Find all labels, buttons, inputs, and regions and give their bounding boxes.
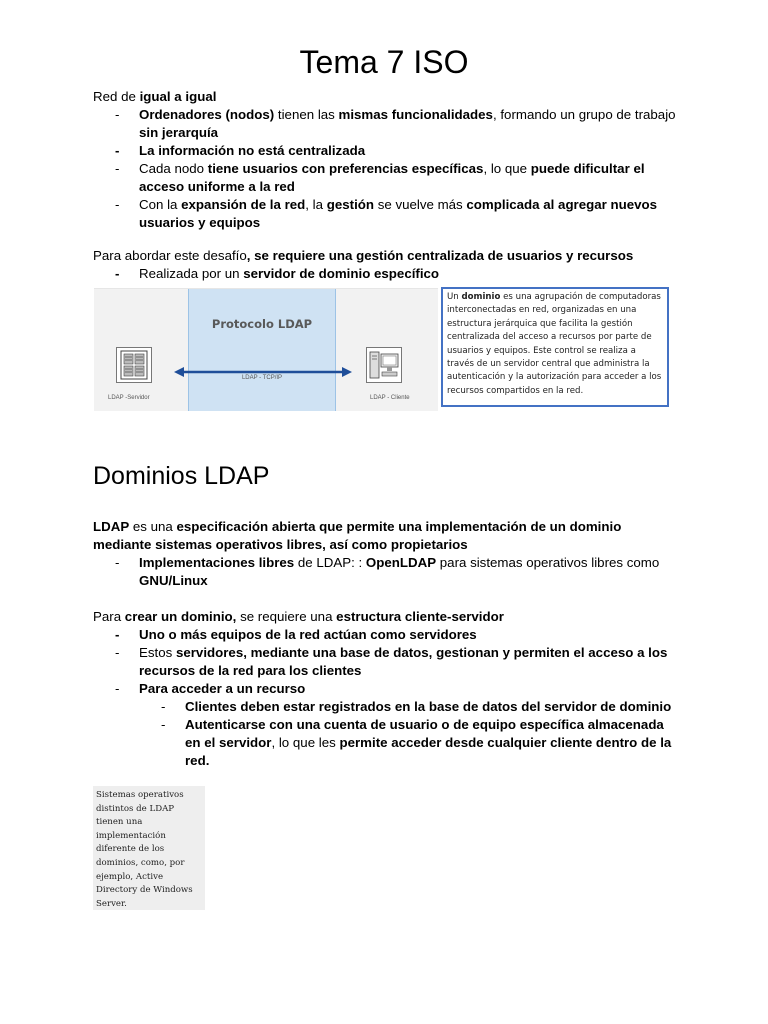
list-item — [93, 265, 683, 283]
os-note-box: Sistemas operativos distintos de LDAP tienen una implementación diferente de los dominios, como, por ejemplo, Active Directory de Windows Server. — [93, 786, 205, 910]
text-bold: Implementaciones libres — [139, 555, 295, 570]
text-bold: Autenticarse con una cuenta de usuario o de equipo específica almacenada en el servidor — [185, 717, 664, 750]
create-domain-text — [93, 608, 683, 626]
text: Realizada por un — [139, 266, 244, 281]
list-item — [93, 196, 683, 232]
text-bold: estructura cliente-servidor — [336, 609, 504, 624]
p2p-intro-bold: igual a igual — [139, 89, 217, 104]
computer-icon — [366, 347, 402, 383]
text: es una — [129, 519, 177, 534]
text-bold: sin jerarquía — [139, 125, 219, 140]
server-label: LDAP -Servidor — [108, 395, 150, 401]
bidirectional-arrow-icon — [174, 367, 352, 377]
list-item — [93, 554, 683, 590]
text-bold: tiene usuarios con preferencias específicas — [207, 161, 484, 176]
text: Cada nodo — [139, 161, 208, 176]
dash-bullet: - — [115, 645, 120, 660]
list-item — [93, 160, 683, 196]
list-item — [93, 716, 683, 770]
challenge-list — [93, 265, 683, 283]
text: , lo que — [483, 161, 531, 176]
text: Un — [447, 292, 462, 302]
p2p-section — [93, 88, 683, 232]
text: Estos — [139, 645, 176, 660]
text-bold: , se requiere una gestión centralizada de usuarios y recursos — [246, 248, 634, 263]
text: se requiere una — [236, 609, 337, 624]
ldap-definition — [93, 518, 683, 554]
dash-bullet: - — [115, 143, 120, 158]
text-bold: servidor de dominio específico — [243, 266, 440, 281]
text: para sistemas operativos libres como — [436, 555, 660, 570]
diagram-title: Protocolo LDAP — [211, 317, 313, 331]
text-bold: Ordenadores (nodos) — [139, 107, 275, 122]
text-bold: LDAP — [93, 519, 130, 534]
text: Para abordar este desafío — [93, 248, 247, 263]
text-bold: Para acceder a un recurso — [139, 681, 306, 696]
text-bold: La información no está centralizada — [139, 143, 366, 158]
client-label: LDAP - Cliente — [370, 395, 410, 401]
text: Para — [93, 609, 125, 624]
server-rack-icon — [116, 347, 152, 383]
dash-bullet: - — [161, 717, 166, 732]
text: , la — [305, 197, 327, 212]
text-bold: mismas funcionalidades — [338, 107, 493, 122]
text: es una agrupación de computadoras interconectadas en red, organizadas en una estructura jerárquica que facilita la gestión centralizada del acceso a recursos por parte de usuarios y equipos. Este control se realiza a través de un servidor central que administra la autenticación y la autorización para acceder a los recursos compartidos en la red. — [447, 292, 662, 396]
implementations-list — [93, 554, 683, 590]
list-item — [93, 626, 683, 644]
text-bold: especificación abierta que permite una implementación de un dominio mediante sistemas operativos libres, así como propietarios — [93, 519, 622, 552]
text-bold: Uno o más equipos de la red actúan como servidores — [139, 627, 477, 642]
challenge-text — [93, 247, 683, 265]
dash-bullet: - — [161, 699, 166, 714]
page-title: Tema 7 ISO — [299, 44, 469, 80]
dash-bullet: - — [115, 161, 120, 176]
text: , lo que les — [271, 735, 340, 750]
ldap-protocol-diagram — [94, 288, 438, 411]
text: Con la — [139, 197, 182, 212]
text-bold: dominio — [461, 292, 501, 302]
dash-bullet: - — [115, 266, 120, 281]
challenge-section — [93, 247, 683, 283]
text: tienen las — [274, 107, 339, 122]
list-item — [93, 644, 683, 680]
p2p-intro-text: Red de — [93, 89, 140, 104]
list-item — [93, 106, 683, 142]
text-bold: Clientes deben estar registrados en la base de datos del servidor de dominio — [185, 699, 672, 714]
text: se vuelve más — [374, 197, 467, 212]
protocol-band — [188, 289, 336, 411]
text: , formando un grupo de trabajo — [492, 107, 676, 122]
text-bold: puede dificultar el acceso uniforme a la red — [139, 161, 645, 194]
text-bold: crear un dominio, — [124, 609, 237, 624]
ldap-section — [93, 518, 683, 770]
dash-bullet: - — [115, 197, 120, 212]
dash-bullet: - — [115, 627, 120, 642]
text-bold: OpenLDAP — [365, 555, 437, 570]
text-bold: gestión — [326, 197, 375, 212]
text-bold: permite acceder desde cualquier cliente dentro de la red. — [185, 735, 672, 768]
dash-bullet: - — [115, 681, 120, 696]
p2p-list — [93, 106, 683, 232]
text-bold: expansión de la red — [181, 197, 306, 212]
text-bold: GNU/Linux — [139, 573, 208, 588]
link-label: LDAP - TCP/IP — [241, 375, 283, 381]
section-heading: Dominios LDAP — [93, 462, 270, 490]
text-bold: complicada al agregar nuevos usuarios y equipos — [139, 197, 658, 230]
p2p-intro — [93, 88, 683, 106]
list-item — [93, 698, 683, 716]
resource-access-list — [93, 698, 683, 770]
dash-bullet: - — [115, 555, 120, 570]
list-item — [93, 142, 683, 160]
domain-definition-callout — [441, 287, 669, 407]
create-domain-list — [93, 626, 683, 698]
text: de LDAP: : — [294, 555, 366, 570]
text-bold: servidores, mediante una base de datos, gestionan y permiten el acceso a los recursos de la red para los clientes — [139, 645, 668, 678]
list-item — [93, 680, 683, 698]
dash-bullet: - — [115, 107, 120, 122]
